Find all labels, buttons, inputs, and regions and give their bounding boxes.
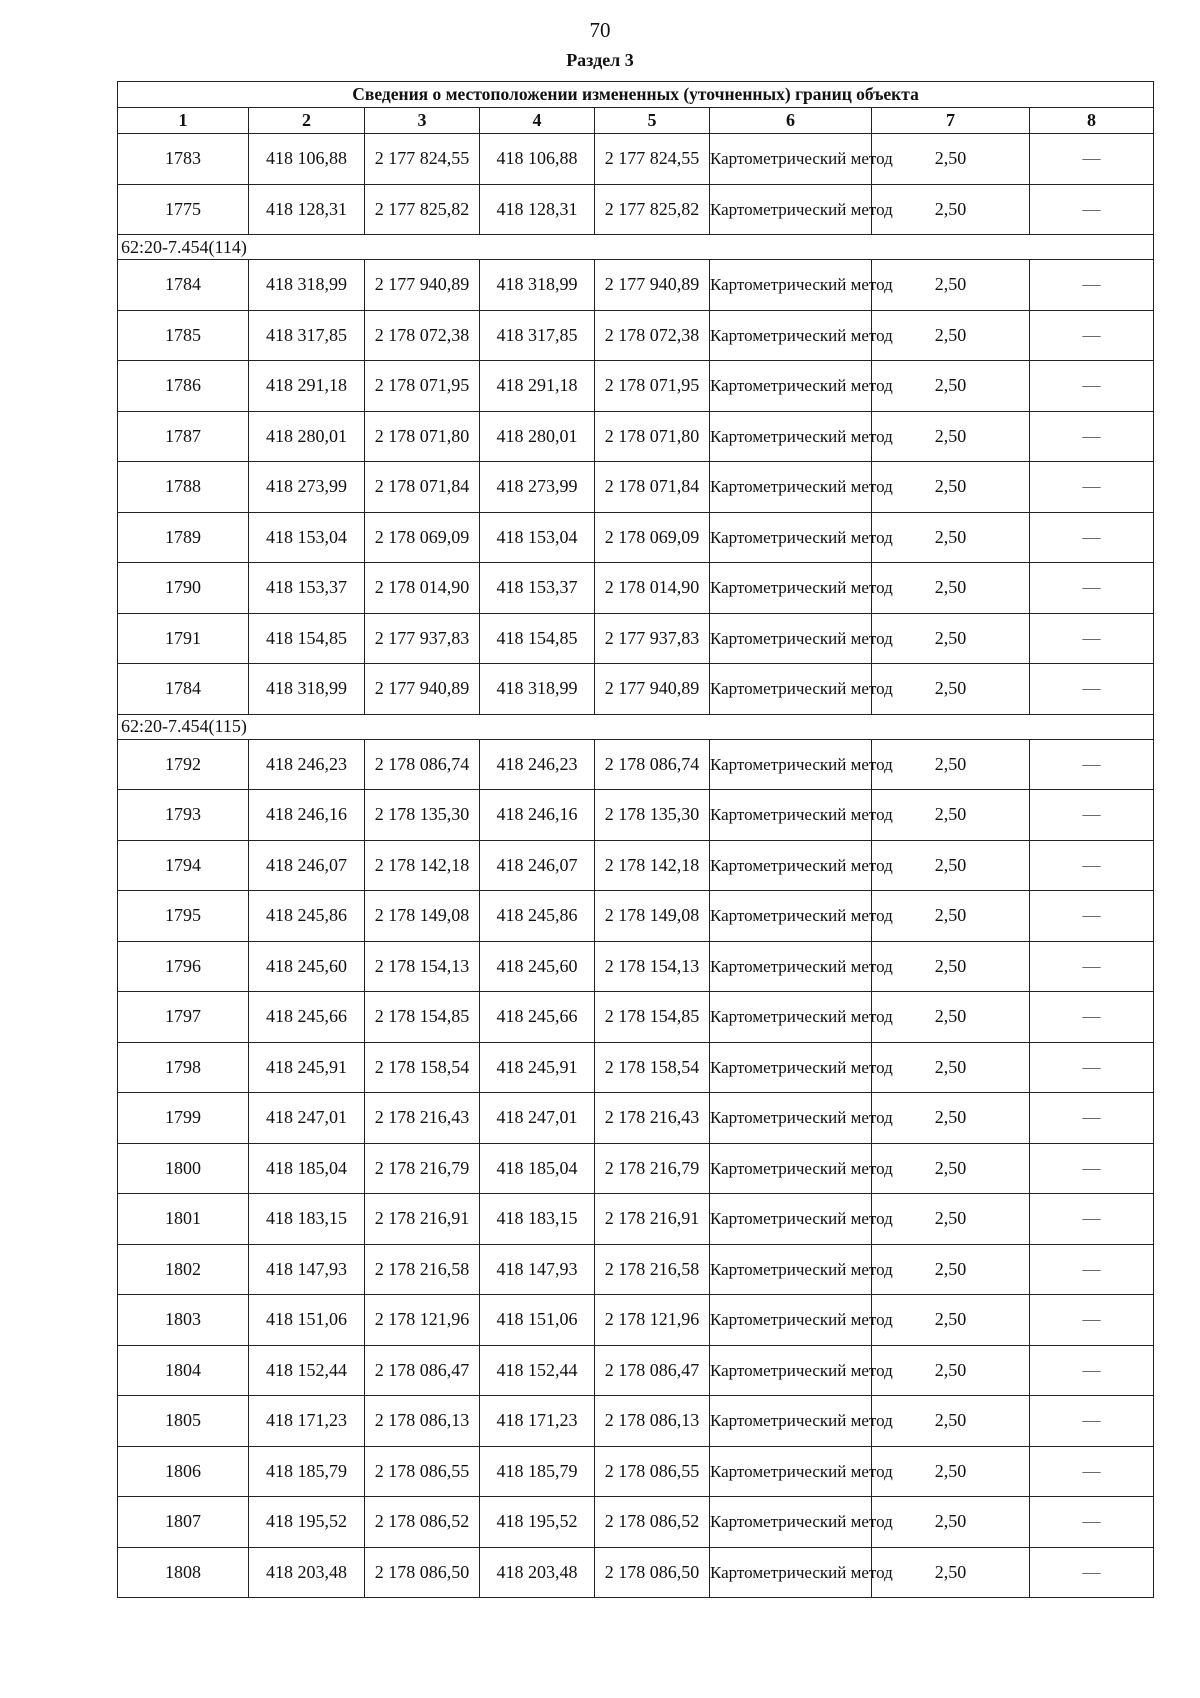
- y-coordinate-cell: 2 178 216,43: [595, 1093, 710, 1144]
- point-number-cell: 1790: [118, 563, 249, 614]
- x-coordinate-cell: 418 245,66: [480, 992, 595, 1043]
- accuracy-cell: 2,50: [872, 1042, 1030, 1093]
- x-coordinate-cell: 418 171,23: [249, 1396, 365, 1447]
- table-row: [118, 790, 1154, 841]
- table-row: [118, 1396, 1154, 1447]
- note-cell: —: [1030, 462, 1154, 513]
- y-coordinate-cell: 2 177 937,83: [595, 613, 710, 664]
- point-number-cell: 1803: [118, 1295, 249, 1346]
- x-coordinate-cell: 418 195,52: [249, 1497, 365, 1548]
- point-number-cell: 1804: [118, 1345, 249, 1396]
- point-number-cell: 1793: [118, 790, 249, 841]
- table-row: [118, 1093, 1154, 1144]
- method-cell: Картометрический метод: [710, 941, 872, 992]
- note-cell: —: [1030, 563, 1154, 614]
- y-coordinate-cell: 2 178 216,43: [365, 1093, 480, 1144]
- accuracy-cell: 2,50: [872, 462, 1030, 513]
- x-coordinate-cell: 418 153,37: [480, 563, 595, 614]
- x-coordinate-cell: 418 154,85: [249, 613, 365, 664]
- point-number-cell: 1795: [118, 891, 249, 942]
- x-coordinate-cell: 418 318,99: [249, 664, 365, 715]
- column-number: 4: [480, 108, 595, 134]
- table-body: [118, 134, 1154, 1598]
- point-number-cell: 1784: [118, 260, 249, 311]
- y-coordinate-cell: 2 178 069,09: [365, 512, 480, 563]
- column-number: 2: [249, 108, 365, 134]
- y-coordinate-cell: 2 178 086,47: [595, 1345, 710, 1396]
- x-coordinate-cell: 418 152,44: [249, 1345, 365, 1396]
- x-coordinate-cell: 418 245,60: [249, 941, 365, 992]
- y-coordinate-cell: 2 178 071,95: [365, 361, 480, 412]
- y-coordinate-cell: 2 178 086,55: [595, 1446, 710, 1497]
- note-cell: —: [1030, 512, 1154, 563]
- table-row: [118, 1345, 1154, 1396]
- y-coordinate-cell: 2 178 135,30: [365, 790, 480, 841]
- method-cell: Картометрический метод: [710, 1093, 872, 1144]
- method-cell: Картометрический метод: [710, 411, 872, 462]
- note-cell: —: [1030, 664, 1154, 715]
- table-row: [118, 411, 1154, 462]
- method-cell: Картометрический метод: [710, 790, 872, 841]
- point-number-cell: 1802: [118, 1244, 249, 1295]
- method-cell: Картометрический метод: [710, 260, 872, 311]
- page-number: 70: [589, 18, 611, 42]
- note-cell: —: [1030, 840, 1154, 891]
- note-cell: —: [1030, 260, 1154, 311]
- y-coordinate-cell: 2 177 940,89: [595, 664, 710, 715]
- point-number-cell: 1794: [118, 840, 249, 891]
- note-cell: —: [1030, 1244, 1154, 1295]
- note-cell: —: [1030, 1396, 1154, 1447]
- parcel-number: 62:20-7.454(114): [118, 235, 1154, 260]
- y-coordinate-cell: 2 178 071,80: [595, 411, 710, 462]
- method-cell: Картометрический метод: [710, 1143, 872, 1194]
- y-coordinate-cell: 2 177 824,55: [595, 134, 710, 185]
- accuracy-cell: 2,50: [872, 1143, 1030, 1194]
- x-coordinate-cell: 418 151,06: [480, 1295, 595, 1346]
- accuracy-cell: 2,50: [872, 1093, 1030, 1144]
- x-coordinate-cell: 418 185,79: [480, 1446, 595, 1497]
- table-row: [118, 1143, 1154, 1194]
- x-coordinate-cell: 418 247,01: [480, 1093, 595, 1144]
- x-coordinate-cell: 418 245,66: [249, 992, 365, 1043]
- table-row: [118, 134, 1154, 185]
- note-cell: —: [1030, 1497, 1154, 1548]
- point-number-cell: 1800: [118, 1143, 249, 1194]
- y-coordinate-cell: 2 178 216,58: [365, 1244, 480, 1295]
- accuracy-cell: 2,50: [872, 1396, 1030, 1447]
- x-coordinate-cell: 418 203,48: [480, 1547, 595, 1598]
- x-coordinate-cell: 418 318,99: [480, 260, 595, 311]
- method-cell: Картометрический метод: [710, 992, 872, 1043]
- x-coordinate-cell: 418 246,23: [480, 739, 595, 790]
- boundary-coordinates-table: [117, 81, 1154, 1598]
- x-coordinate-cell: 418 203,48: [249, 1547, 365, 1598]
- x-coordinate-cell: 418 151,06: [249, 1295, 365, 1346]
- note-cell: —: [1030, 310, 1154, 361]
- method-cell: Картометрический метод: [710, 1194, 872, 1245]
- x-coordinate-cell: 418 128,31: [249, 184, 365, 235]
- y-coordinate-cell: 2 178 154,13: [595, 941, 710, 992]
- note-cell: —: [1030, 992, 1154, 1043]
- point-number-cell: 1808: [118, 1547, 249, 1598]
- column-number: 1: [118, 108, 249, 134]
- accuracy-cell: 2,50: [872, 361, 1030, 412]
- note-cell: —: [1030, 790, 1154, 841]
- y-coordinate-cell: 2 178 014,90: [595, 563, 710, 614]
- y-coordinate-cell: 2 178 086,50: [595, 1547, 710, 1598]
- x-coordinate-cell: 418 245,60: [480, 941, 595, 992]
- y-coordinate-cell: 2 178 216,79: [365, 1143, 480, 1194]
- table-row: [118, 1497, 1154, 1548]
- method-cell: Картометрический метод: [710, 1244, 872, 1295]
- y-coordinate-cell: 2 178 072,38: [595, 310, 710, 361]
- x-coordinate-cell: 418 185,04: [480, 1143, 595, 1194]
- method-cell: Картометрический метод: [710, 134, 872, 185]
- point-number-cell: 1792: [118, 739, 249, 790]
- y-coordinate-cell: 2 178 086,50: [365, 1547, 480, 1598]
- note-cell: —: [1030, 1093, 1154, 1144]
- column-number: 7: [872, 108, 1030, 134]
- method-cell: Картометрический метод: [710, 613, 872, 664]
- x-coordinate-cell: 418 147,93: [480, 1244, 595, 1295]
- method-cell: Картометрический метод: [710, 1396, 872, 1447]
- x-coordinate-cell: 418 195,52: [480, 1497, 595, 1548]
- x-coordinate-cell: 418 280,01: [480, 411, 595, 462]
- method-cell: Картометрический метод: [710, 1345, 872, 1396]
- column-number: 6: [710, 108, 872, 134]
- accuracy-cell: 2,50: [872, 411, 1030, 462]
- table-row: [118, 512, 1154, 563]
- table-row: [118, 1446, 1154, 1497]
- point-number-cell: 1783: [118, 134, 249, 185]
- x-coordinate-cell: 418 147,93: [249, 1244, 365, 1295]
- table-row: [118, 1244, 1154, 1295]
- note-cell: —: [1030, 134, 1154, 185]
- point-number-cell: 1785: [118, 310, 249, 361]
- accuracy-cell: 2,50: [872, 1547, 1030, 1598]
- method-cell: Картометрический метод: [710, 184, 872, 235]
- x-coordinate-cell: 418 154,85: [480, 613, 595, 664]
- parcel-number: 62:20-7.454(115): [118, 714, 1154, 739]
- method-cell: Картометрический метод: [710, 1446, 872, 1497]
- x-coordinate-cell: 418 153,04: [249, 512, 365, 563]
- point-number-cell: 1786: [118, 361, 249, 412]
- table-row: [118, 891, 1154, 942]
- table-row: [118, 1547, 1154, 1598]
- point-number-cell: 1797: [118, 992, 249, 1043]
- x-coordinate-cell: 418 106,88: [249, 134, 365, 185]
- table-row: [118, 941, 1154, 992]
- x-coordinate-cell: 418 318,99: [480, 664, 595, 715]
- table-row: [118, 1194, 1154, 1245]
- y-coordinate-cell: 2 178 071,95: [595, 361, 710, 412]
- note-cell: —: [1030, 1295, 1154, 1346]
- accuracy-cell: 2,50: [872, 992, 1030, 1043]
- y-coordinate-cell: 2 177 824,55: [365, 134, 480, 185]
- x-coordinate-cell: 418 128,31: [480, 184, 595, 235]
- y-coordinate-cell: 2 178 216,79: [595, 1143, 710, 1194]
- point-number-cell: 1807: [118, 1497, 249, 1548]
- x-coordinate-cell: 418 185,04: [249, 1143, 365, 1194]
- method-cell: Картометрический метод: [710, 891, 872, 942]
- x-coordinate-cell: 418 152,44: [480, 1345, 595, 1396]
- table-row: [118, 462, 1154, 513]
- y-coordinate-cell: 2 177 940,89: [595, 260, 710, 311]
- column-number-row: [118, 108, 1154, 134]
- note-cell: —: [1030, 184, 1154, 235]
- accuracy-cell: 2,50: [872, 790, 1030, 841]
- x-coordinate-cell: 418 153,04: [480, 512, 595, 563]
- y-coordinate-cell: 2 178 216,91: [365, 1194, 480, 1245]
- y-coordinate-cell: 2 178 086,74: [365, 739, 480, 790]
- x-coordinate-cell: 418 318,99: [249, 260, 365, 311]
- y-coordinate-cell: 2 178 086,55: [365, 1446, 480, 1497]
- accuracy-cell: 2,50: [872, 260, 1030, 311]
- y-coordinate-cell: 2 178 071,84: [595, 462, 710, 513]
- accuracy-cell: 2,50: [872, 563, 1030, 614]
- point-number-cell: 1796: [118, 941, 249, 992]
- note-cell: —: [1030, 613, 1154, 664]
- note-cell: —: [1030, 739, 1154, 790]
- table-row: [118, 613, 1154, 664]
- point-number-cell: 1784: [118, 664, 249, 715]
- method-cell: Картометрический метод: [710, 840, 872, 891]
- y-coordinate-cell: 2 177 825,82: [595, 184, 710, 235]
- method-cell: Картометрический метод: [710, 512, 872, 563]
- method-cell: Картометрический метод: [710, 739, 872, 790]
- table-row: [118, 992, 1154, 1043]
- accuracy-cell: 2,50: [872, 1345, 1030, 1396]
- y-coordinate-cell: 2 177 825,82: [365, 184, 480, 235]
- x-coordinate-cell: 418 246,23: [249, 739, 365, 790]
- x-coordinate-cell: 418 246,16: [249, 790, 365, 841]
- y-coordinate-cell: 2 178 086,52: [595, 1497, 710, 1548]
- method-cell: Картометрический метод: [710, 563, 872, 614]
- y-coordinate-cell: 2 178 154,13: [365, 941, 480, 992]
- point-number-cell: 1791: [118, 613, 249, 664]
- table-row: [118, 739, 1154, 790]
- y-coordinate-cell: 2 178 071,84: [365, 462, 480, 513]
- method-cell: Картометрический метод: [710, 1295, 872, 1346]
- x-coordinate-cell: 418 291,18: [480, 361, 595, 412]
- accuracy-cell: 2,50: [872, 134, 1030, 185]
- y-coordinate-cell: 2 178 154,85: [595, 992, 710, 1043]
- y-coordinate-cell: 2 178 121,96: [595, 1295, 710, 1346]
- y-coordinate-cell: 2 178 121,96: [365, 1295, 480, 1346]
- table-row: [118, 1042, 1154, 1093]
- note-cell: —: [1030, 1446, 1154, 1497]
- y-coordinate-cell: 2 177 940,89: [365, 260, 480, 311]
- column-number: 5: [595, 108, 710, 134]
- note-cell: —: [1030, 1143, 1154, 1194]
- point-number-cell: 1801: [118, 1194, 249, 1245]
- table-row: [118, 664, 1154, 715]
- y-coordinate-cell: 2 178 142,18: [595, 840, 710, 891]
- x-coordinate-cell: 418 171,23: [480, 1396, 595, 1447]
- x-coordinate-cell: 418 245,86: [249, 891, 365, 942]
- note-cell: —: [1030, 411, 1154, 462]
- x-coordinate-cell: 418 291,18: [249, 361, 365, 412]
- method-cell: Картометрический метод: [710, 1547, 872, 1598]
- y-coordinate-cell: 2 178 149,08: [595, 891, 710, 942]
- x-coordinate-cell: 418 183,15: [249, 1194, 365, 1245]
- accuracy-cell: 2,50: [872, 613, 1030, 664]
- point-number-cell: 1805: [118, 1396, 249, 1447]
- y-coordinate-cell: 2 178 142,18: [365, 840, 480, 891]
- table-row: [118, 260, 1154, 311]
- y-coordinate-cell: 2 177 937,83: [365, 613, 480, 664]
- note-cell: —: [1030, 1194, 1154, 1245]
- y-coordinate-cell: 2 178 086,13: [365, 1396, 480, 1447]
- parcel-group-row: [118, 235, 1154, 260]
- x-coordinate-cell: 418 183,15: [480, 1194, 595, 1245]
- y-coordinate-cell: 2 178 071,80: [365, 411, 480, 462]
- accuracy-cell: 2,50: [872, 310, 1030, 361]
- accuracy-cell: 2,50: [872, 840, 1030, 891]
- section-title: Раздел 3: [566, 50, 634, 70]
- point-number-cell: 1799: [118, 1093, 249, 1144]
- table-caption-row: [118, 82, 1154, 108]
- accuracy-cell: 2,50: [872, 184, 1030, 235]
- y-coordinate-cell: 2 178 216,58: [595, 1244, 710, 1295]
- y-coordinate-cell: 2 178 086,13: [595, 1396, 710, 1447]
- x-coordinate-cell: 418 245,91: [249, 1042, 365, 1093]
- note-cell: —: [1030, 361, 1154, 412]
- y-coordinate-cell: 2 178 086,52: [365, 1497, 480, 1548]
- point-number-cell: 1788: [118, 462, 249, 513]
- accuracy-cell: 2,50: [872, 1446, 1030, 1497]
- point-number-cell: 1798: [118, 1042, 249, 1093]
- parcel-group-row: [118, 714, 1154, 739]
- table-row: [118, 563, 1154, 614]
- x-coordinate-cell: 418 153,37: [249, 563, 365, 614]
- method-cell: Картометрический метод: [710, 361, 872, 412]
- y-coordinate-cell: 2 178 072,38: [365, 310, 480, 361]
- y-coordinate-cell: 2 178 158,54: [365, 1042, 480, 1093]
- x-coordinate-cell: 418 245,86: [480, 891, 595, 942]
- y-coordinate-cell: 2 178 086,47: [365, 1345, 480, 1396]
- accuracy-cell: 2,50: [872, 664, 1030, 715]
- method-cell: Картометрический метод: [710, 664, 872, 715]
- point-number-cell: 1789: [118, 512, 249, 563]
- note-cell: —: [1030, 1547, 1154, 1598]
- y-coordinate-cell: 2 178 086,74: [595, 739, 710, 790]
- y-coordinate-cell: 2 178 158,54: [595, 1042, 710, 1093]
- accuracy-cell: 2,50: [872, 891, 1030, 942]
- table-row: [118, 840, 1154, 891]
- x-coordinate-cell: 418 317,85: [480, 310, 595, 361]
- x-coordinate-cell: 418 247,01: [249, 1093, 365, 1144]
- x-coordinate-cell: 418 317,85: [249, 310, 365, 361]
- method-cell: Картометрический метод: [710, 1497, 872, 1548]
- note-cell: —: [1030, 1042, 1154, 1093]
- x-coordinate-cell: 418 245,91: [480, 1042, 595, 1093]
- column-number: 3: [365, 108, 480, 134]
- table-row: [118, 1295, 1154, 1346]
- y-coordinate-cell: 2 177 940,89: [365, 664, 480, 715]
- x-coordinate-cell: 418 273,99: [249, 462, 365, 513]
- point-number-cell: 1787: [118, 411, 249, 462]
- note-cell: —: [1030, 941, 1154, 992]
- accuracy-cell: 2,50: [872, 739, 1030, 790]
- table-caption: Сведения о местоположении измененных (уточненных) границ объекта: [118, 82, 1154, 108]
- x-coordinate-cell: 418 185,79: [249, 1446, 365, 1497]
- method-cell: Картометрический метод: [710, 462, 872, 513]
- accuracy-cell: 2,50: [872, 941, 1030, 992]
- y-coordinate-cell: 2 178 069,09: [595, 512, 710, 563]
- y-coordinate-cell: 2 178 154,85: [365, 992, 480, 1043]
- y-coordinate-cell: 2 178 149,08: [365, 891, 480, 942]
- accuracy-cell: 2,50: [872, 512, 1030, 563]
- table-row: [118, 184, 1154, 235]
- note-cell: —: [1030, 1345, 1154, 1396]
- method-cell: Картометрический метод: [710, 1042, 872, 1093]
- accuracy-cell: 2,50: [872, 1295, 1030, 1346]
- y-coordinate-cell: 2 178 216,91: [595, 1194, 710, 1245]
- y-coordinate-cell: 2 178 135,30: [595, 790, 710, 841]
- accuracy-cell: 2,50: [872, 1244, 1030, 1295]
- x-coordinate-cell: 418 106,88: [480, 134, 595, 185]
- accuracy-cell: 2,50: [872, 1497, 1030, 1548]
- column-number: 8: [1030, 108, 1154, 134]
- point-number-cell: 1806: [118, 1446, 249, 1497]
- method-cell: Картометрический метод: [710, 310, 872, 361]
- x-coordinate-cell: 418 246,16: [480, 790, 595, 841]
- x-coordinate-cell: 418 246,07: [249, 840, 365, 891]
- table-row: [118, 361, 1154, 412]
- y-coordinate-cell: 2 178 014,90: [365, 563, 480, 614]
- x-coordinate-cell: 418 246,07: [480, 840, 595, 891]
- point-number-cell: 1775: [118, 184, 249, 235]
- x-coordinate-cell: 418 280,01: [249, 411, 365, 462]
- table-row: [118, 310, 1154, 361]
- x-coordinate-cell: 418 273,99: [480, 462, 595, 513]
- accuracy-cell: 2,50: [872, 1194, 1030, 1245]
- note-cell: —: [1030, 891, 1154, 942]
